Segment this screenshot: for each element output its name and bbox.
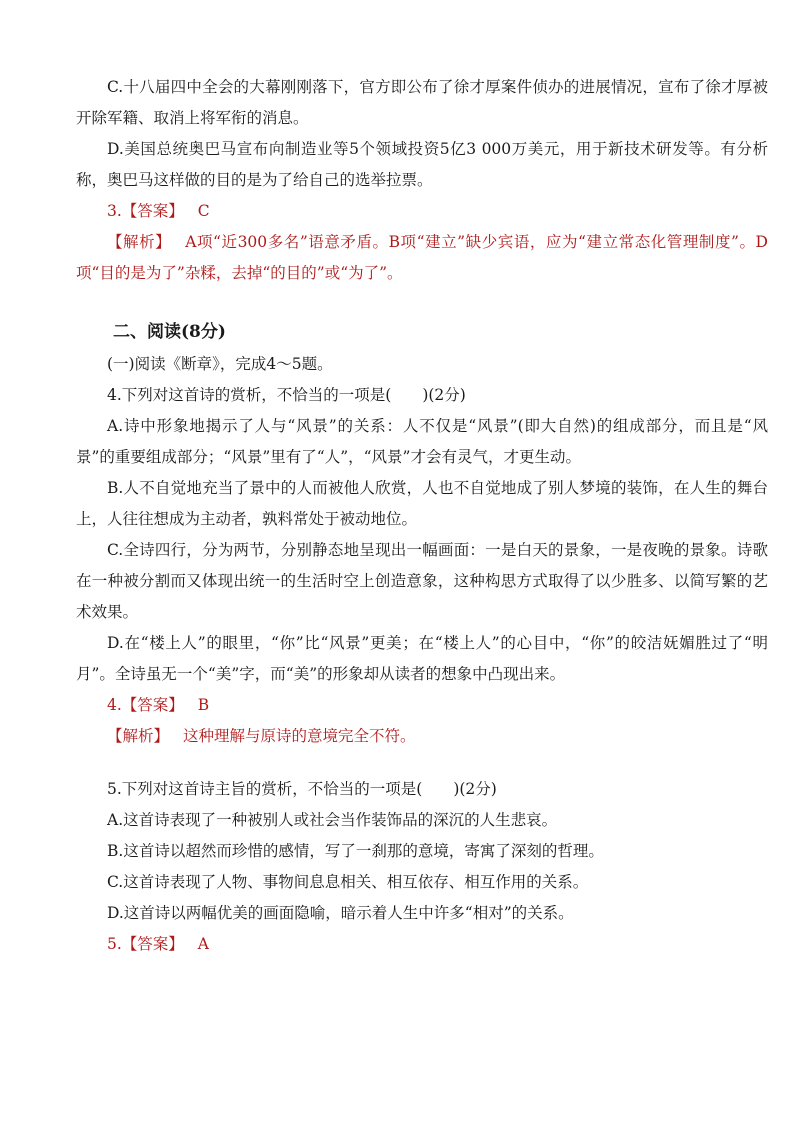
- q5-option-d: D.这首诗以两幅优美的画面隐喻，暗示着人生中许多“相对”的关系。: [107, 904, 574, 922]
- q3-answer-value: C: [197, 202, 210, 220]
- q5-answer-value: A: [197, 935, 209, 953]
- q4-stem: 4.下列对这首诗的赏析，不恰当的一项是( )(2分): [107, 386, 466, 404]
- q4-option-d: D.在“楼上人”的眼里，“你”比“风景”更美；在“楼上人”的心目中，“你”的皎洁妩媚胜过了“明月”。全诗虽无一个“美”字，而“美”的形象却从读者的想象中凸现出来。: [76, 634, 768, 683]
- spacer: [76, 752, 768, 774]
- q3-option-c: C.十八届四中全会的大幕刚刚落下，官方即公布了徐才厚案件侦办的进展情况，宣布了徐才厚被开除军籍、取消上将军衔的消息。: [76, 78, 768, 127]
- q4-analysis: [76, 721, 768, 752]
- q4-answer-value: B: [197, 696, 210, 714]
- section-intro: (一)阅读《断章》，完成4～5题。: [107, 355, 333, 373]
- q3-answer: [76, 196, 768, 227]
- q5-option-b: B.这首诗以超然而珍惜的感情，写了一刹那的意境，寄寓了深刻的哲理。: [107, 842, 604, 860]
- q3-analysis-label: 【解析】: [107, 233, 172, 251]
- q5-option-c: C.这首诗表现了人物、事物间息息相关、相互依存、相互作用的关系。: [107, 873, 589, 891]
- q4-analysis-label: 【解析】: [107, 727, 170, 745]
- q3-analysis-text: A项“近300多名”语意矛盾。B项“建立”缺少宾语，应为“建立常态化管理制度”。D项“目的是为了”杂糅，去掉“的目的”或“为了”。: [76, 233, 768, 282]
- q4-analysis-text: 这种理解与原诗的意境完全不符。: [183, 727, 416, 745]
- document-content: [76, 72, 768, 960]
- q5-answer: [76, 929, 768, 960]
- q4-option-c: C.全诗四行，分为两节，分别静态地呈现出一幅画面：一是白天的景象，一是夜晚的景象。诗歌在一种被分割而又体现出统一的生活时空上创造意象，这种构思方式取得了以少胜多、以简写繁的艺术效果。: [76, 541, 768, 621]
- q4-option-b: B.人不自觉地充当了景中的人而被他人欣赏，人也不自觉地成了别人梦境的装饰，在人生的舞台上，人往往想成为主动者，孰料常处于被动地位。: [76, 479, 768, 528]
- q5-stem: 5.下列对这首诗主旨的赏析，不恰当的一项是( )(2分): [107, 780, 497, 798]
- section-title: 二、阅读(8分): [113, 322, 226, 342]
- q5-answer-label: 5.【答案】: [107, 935, 184, 953]
- q3-analysis: [76, 227, 768, 289]
- q3-option-d: D.美国总统奥巴马宣布向制造业等5个领域投资5亿3 000万美元，用于新技术研发等。有分析称，奥巴马这样做的目的是为了给自己的选举拉票。: [76, 140, 768, 189]
- q4-option-a: A.诗中形象地揭示了人与“风景”的关系：人不仅是“风景”(即大自然)的组成部分，而且是“风景”的重要组成部分；“风景”里有了“人”，“风景”才会有灵气，才更生动。: [76, 417, 768, 466]
- q4-answer-label: 4.【答案】: [107, 696, 184, 714]
- q3-answer-label: 3.【答案】: [107, 202, 184, 220]
- q5-option-a: A.这首诗表现了一种被别人或社会当作装饰品的深沉的人生悲哀。: [107, 811, 558, 829]
- q4-answer: [76, 690, 768, 721]
